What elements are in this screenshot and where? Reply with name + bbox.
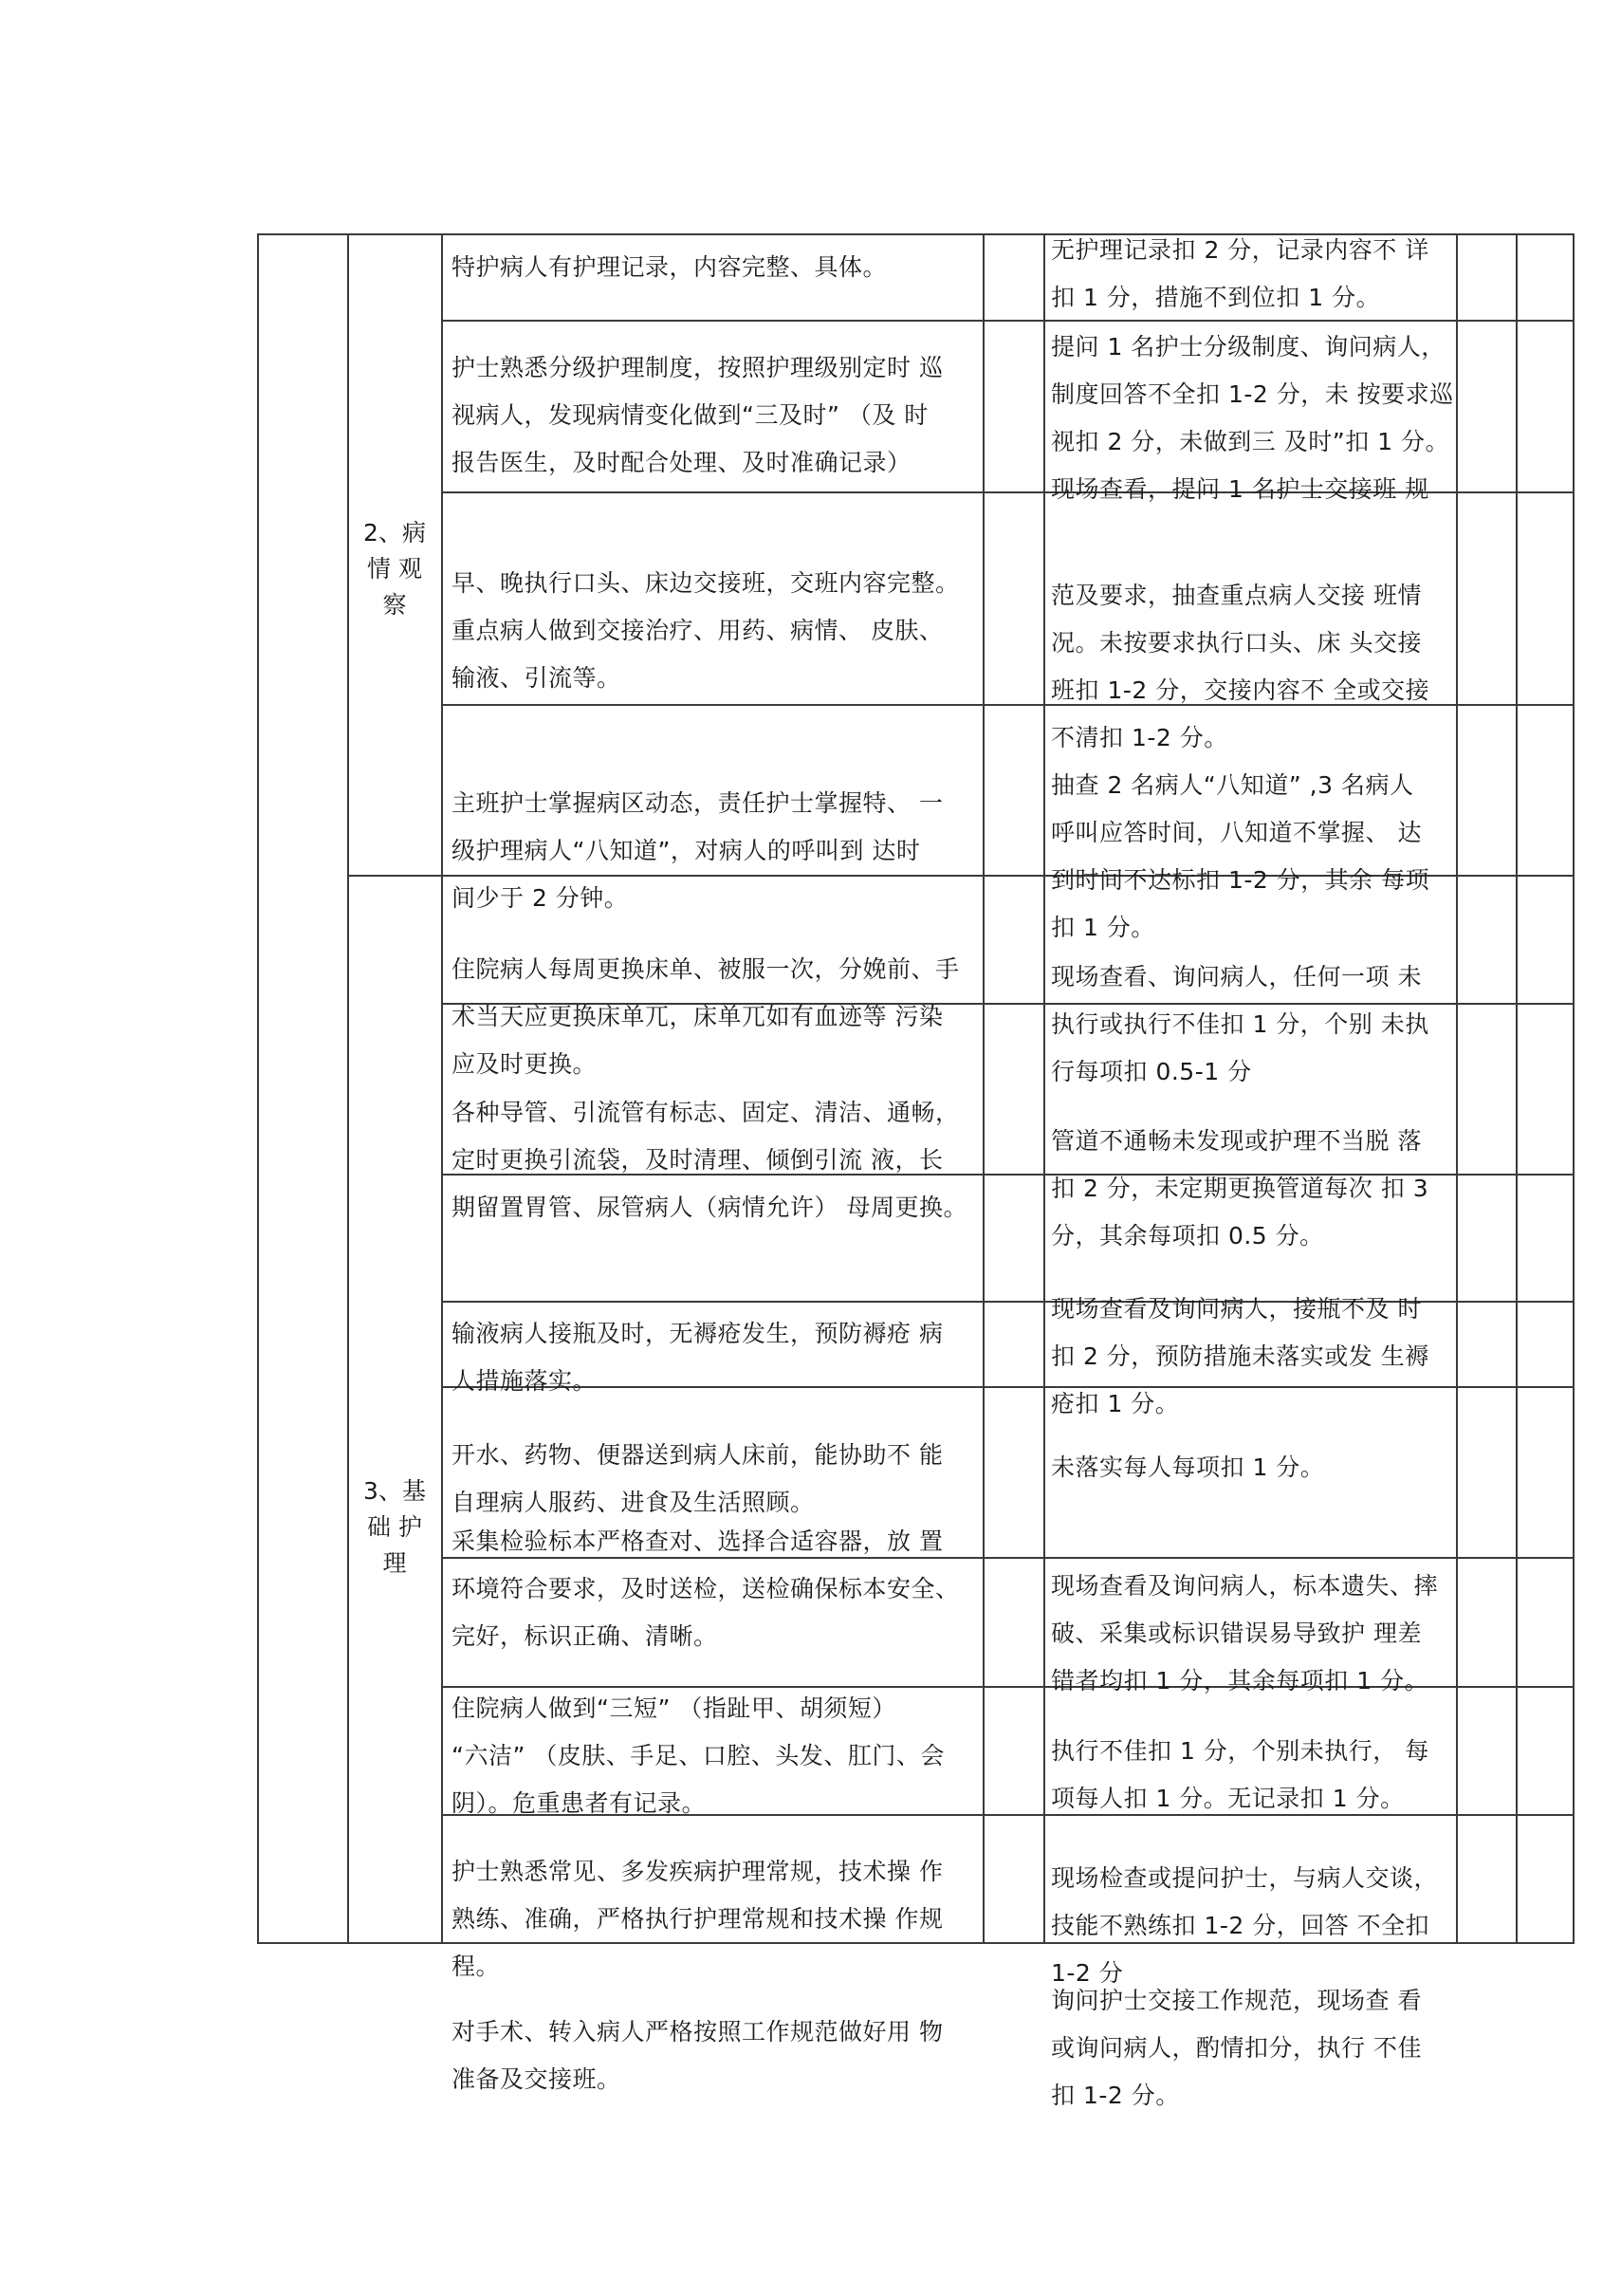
item-criteria: 抽查 2 名病人“八知道” ,3 名病人 呼叫应答时间，八知道不掌握、 达 到时间不达标扣 1-2 分，其余 每项 扣 1 分。	[1051, 771, 1430, 941]
item-criteria: 现场查看及询问病人，标本遗失、摔 破、采集或标识错误易导致护 理差 错者均扣 1 分，其余每项扣 1 分。	[1051, 1572, 1439, 1694]
item-content: 住院病人每周更换床单、被服一次，分娩前、手 术当天应更换床单兀，床单兀如有血迹等 污染 应及时更换。	[451, 955, 960, 1078]
item-criteria: 执行不佳扣 1 分，个别未执行， 每 项每人扣 1 分。无记录扣 1 分。	[1051, 1737, 1429, 1812]
item-content: 各种导管、引流管有标志、固定、清洁、通畅， 定时更换引流袋，及时清理、倾倒引流 液，长 期留置胃管、尿管病人（病情允许） 母周更换。	[451, 1099, 967, 1221]
section-label-basic-nursing: 3、基 础 护 理	[363, 1477, 426, 1577]
item-criteria: 管道不通畅未发现或护理不当脱 落 扣 2 分，未定期更换管道每次 扣 3 分，其余每项扣 0.5 分。	[1051, 1127, 1429, 1250]
item-content: 主班护士掌握病区动态，责任护士掌握特、 一 级护理病人“八知道”，对病人的呼叫到 达时 间少于 2 分钟。	[451, 789, 944, 912]
table-border-left	[257, 233, 259, 1944]
section-label-condition-observation: 2、病 情 观 察	[363, 519, 426, 619]
item-criteria: 无护理记录扣 2 分，记录内容不 详 扣 1 分，措施不到位扣 1 分。	[1051, 236, 1429, 311]
item-content: 护士熟悉分级护理制度，按照护理级别定时 巡 视病人，发现病情变化做到“三及时” （及 时 报告医生，及时配合处理、及时准确记录）	[451, 354, 944, 476]
item-content: 对手术、转入病人严格按照工作规范做好用 物 准备及交接班。	[451, 2018, 944, 2093]
item-content: 输液病人接瓶及时，无褥疮发生，预防褥疮 病 人措施落实。	[451, 1320, 944, 1395]
item-criteria: 提问 1 名护士分级制度、询问病人， 制度回答不全扣 1-2 分，未 按要求巡 视扣 2 分，未做到三 及时”扣 1 分。 现场查看，提问 1 名护士交接班 规	[1051, 333, 1454, 503]
item-content: 特护病人有护理记录，内容完整、具体。	[451, 253, 888, 281]
item-content: 早、晚执行口头、床边交接班，交班内容完整。 重点病人做到交接治疗、用药、病情、 皮肤、 输液、引流等。	[451, 569, 960, 692]
item-content: 护士熟悉常见、多发疾病护理常规，技术操 作 熟练、准确，严格执行护理常规和技术操 作规 程。	[451, 1858, 944, 1980]
item-criteria: 现场查看及询问病人，接瓶不及 时 扣 2 分，预防措施未落实或发 生褥 疮扣 1 分。	[1051, 1295, 1429, 1417]
item-content: 住院病人做到“三短” （指趾甲、胡须短） “六洁” （皮肤、手足、口腔、头发、肛门、会 阴）。危重患者有记录。	[451, 1694, 945, 1817]
item-criteria: 未落实每人每项扣 1 分。	[1051, 1454, 1325, 1481]
table-column-divider	[347, 233, 349, 1944]
item-criteria: 现场检查或提问护士，与病人交谈， 技能不熟练扣 1-2 分，回答 不全扣 1-2 分	[1051, 1864, 1439, 1987]
item-criteria: 范及要求，抽查重点病人交接 班情 况。未按要求执行口头、床 头交接 班扣 1-2 分，交接内容不 全或交接 不清扣 1-2 分。	[1051, 582, 1430, 751]
item-content: 开水、药物、便器送到病人床前，能协助不 能 自理病人服药、进食及生活照顾。	[451, 1441, 944, 1516]
item-criteria: 询问护士交接工作规范，现场查 看 或询问病人，酌情扣分，执行 不佳 扣 1-2 分。	[1051, 1987, 1422, 2109]
item-content: 采集检验标本严格查对、选择合适容器，放 置 环境符合要求，及时送检，送检确保标本安全、 完好，标识正确、清晰。	[451, 1528, 960, 1650]
item-criteria: 现场查看、询问病人，任何一项 未 执行或执行不佳扣 1 分，个别 未执 行每项扣 0.5-1 分	[1051, 963, 1429, 1085]
